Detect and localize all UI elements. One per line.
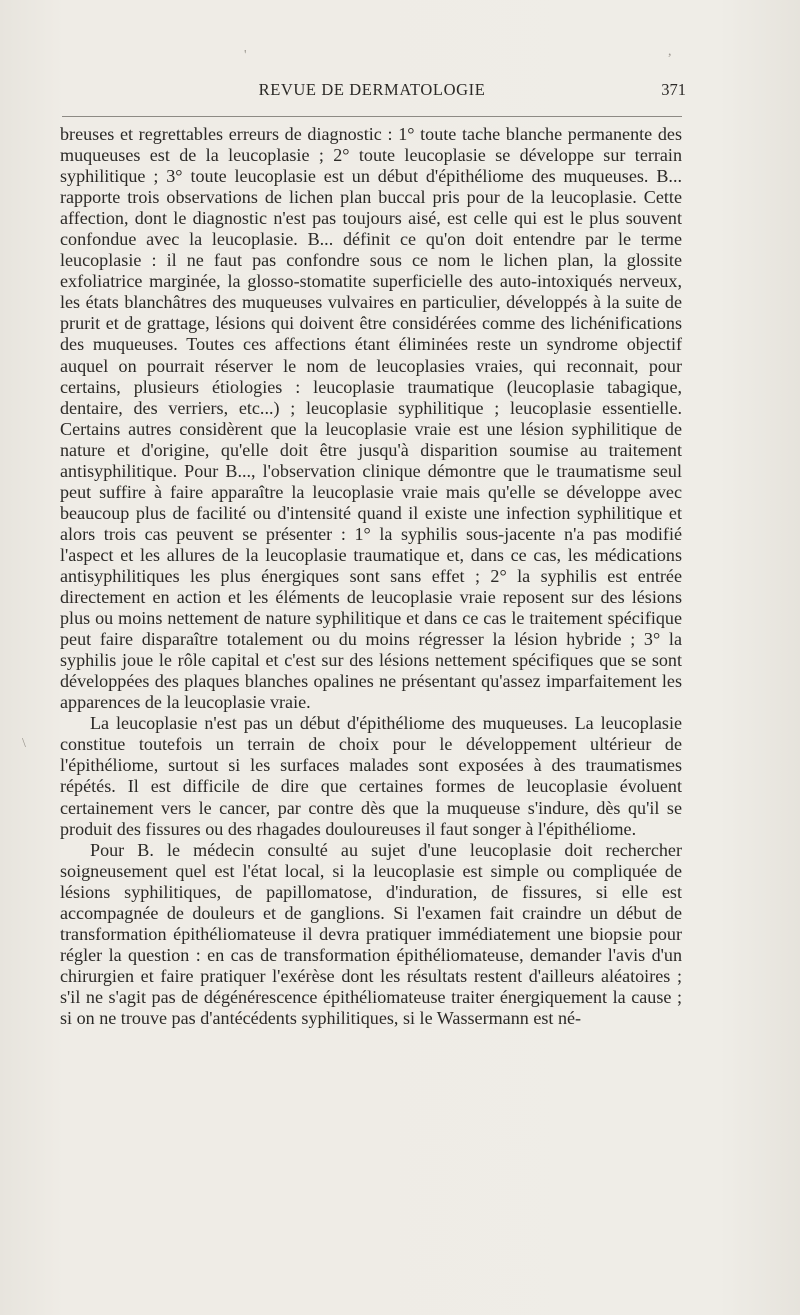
running-title: REVUE DE DERMATOLOGIE	[258, 80, 486, 99]
page-number: 371	[661, 80, 686, 99]
page-header	[62, 78, 686, 102]
header-rule	[62, 116, 682, 117]
print-mark: '	[244, 48, 247, 63]
paragraph: breuses et regrettables erreurs de diagnostic : 1° toute tache blanche permanente des muqueuses est de la leucoplasie ; 2° toute leucoplasie se développe sur terrain syphilitique ; 3° toute leucoplasie est un début d'épithéliome des muqueuses. B... rapporte trois observations de lichen plan buccal pris pour de la leucoplasie. Cette affection, dont le diagnostic n'est pas toujours aisé, est celle qui est le plus souvent confondue avec la leucoplasie. B... définit ce qu'on doit entendre par le terme leucoplasie : il ne faut pas confondre sous ce nom le lichen plan, la glossite exfoliatrice marginée, la glosso-stomatite superficielle des auto-intoxiqués nerveux, les états blanchâtres des muqueuses vulvaires en particulier, développés à la suite de prurit et de grattage, lésions qui doivent être considérées comme des lichénifications des muqueuses. Toutes ces affections étant éliminées reste un syndrome objectif auquel on pourrait réserver le nom de leucoplasies vraies, qui reconnait, pour certains, plusieurs étiologies : leucoplasie traumatique (leucoplasie tabagique, dentaire, des verriers, etc...) ; leucoplasie syphilitique ; leucoplasie essentielle. Certains autres considèrent que la leucoplasie vraie est une lésion syphilitique de nature et d'origine, qu'elle doit être jusqu'à disparition soumise au traitement antisyphilitique. Pour B..., l'observation clinique démontre que le traumatisme seul peut suffire à faire apparaître la leucoplasie vraie mais qu'elle se développe avec beaucoup plus de facilité ou d'intensité quand il existe une infection syphilitique et alors trois cas peuvent se présenter : 1° la syphilis sous-jacente n'a pas modifié l'aspect et les allures de la leucoplasie traumatique et, dans ce cas, les médications antisyphilitiques les plus énergiques sont sans effet ; 2° la syphilis est entrée directement en action et les éléments de leucoplasie vraie reposent sur des lésions plus ou moins nettement de nature syphilitique et dans ce cas le traitement spécifique peut faire disparaître totalement ou du moins régresser la lésion hybride ; 3° la syphilis joue le rôle capital et c'est sur des lésions nettement spécifiques que se sont développées des plaques blanches opalines ne présentant qu'assez imparfaitement les apparences de la leucoplasie vraie.	[60, 124, 682, 713]
paragraph: Pour B. le médecin consulté au sujet d'une leucoplasie doit rechercher soigneusement quel est l'état local, si la leucoplasie est simple ou compliquée de lésions syphilitiques, de papillomatose, d'induration, de fissures, si elle est accompagnée de douleurs et de ganglions. Si l'examen fait craindre un début de transformation épithéliomateuse il devra pratiquer immédiatement une biopsie pour régler la question : en cas de transformation épithéliomateuse, demander l'avis d'un chirurgien et faire pratiquer l'exérèse dont les résultats restent d'ailleurs aléatoires ; s'il ne s'agit pas de dégénérescence épithéliomateuse traiter énergiquement la cause ; si on ne trouve pas d'antécédents syphilitiques, si le Wassermann est né-	[60, 839, 682, 1028]
paragraph: La leucoplasie n'est pas un début d'épithéliome des muqueuses. La leucoplasie constitue toutefois un terrain de choix pour le développement ultérieur de l'épithéliome, surtout si les surfaces malades sont exposées à des traumatismes répétés. Il est difficile de dire que certaines formes de leucoplasie évoluent certainement vers le cancer, par contre dès que la muqueuse s'indure, dès qu'il se produit des fissures ou des rhagades douloureuses il faut songer à l'épithéliome.	[60, 713, 682, 839]
article-body	[60, 124, 682, 1029]
print-mark: \	[22, 736, 26, 751]
print-mark: ,	[668, 44, 672, 59]
